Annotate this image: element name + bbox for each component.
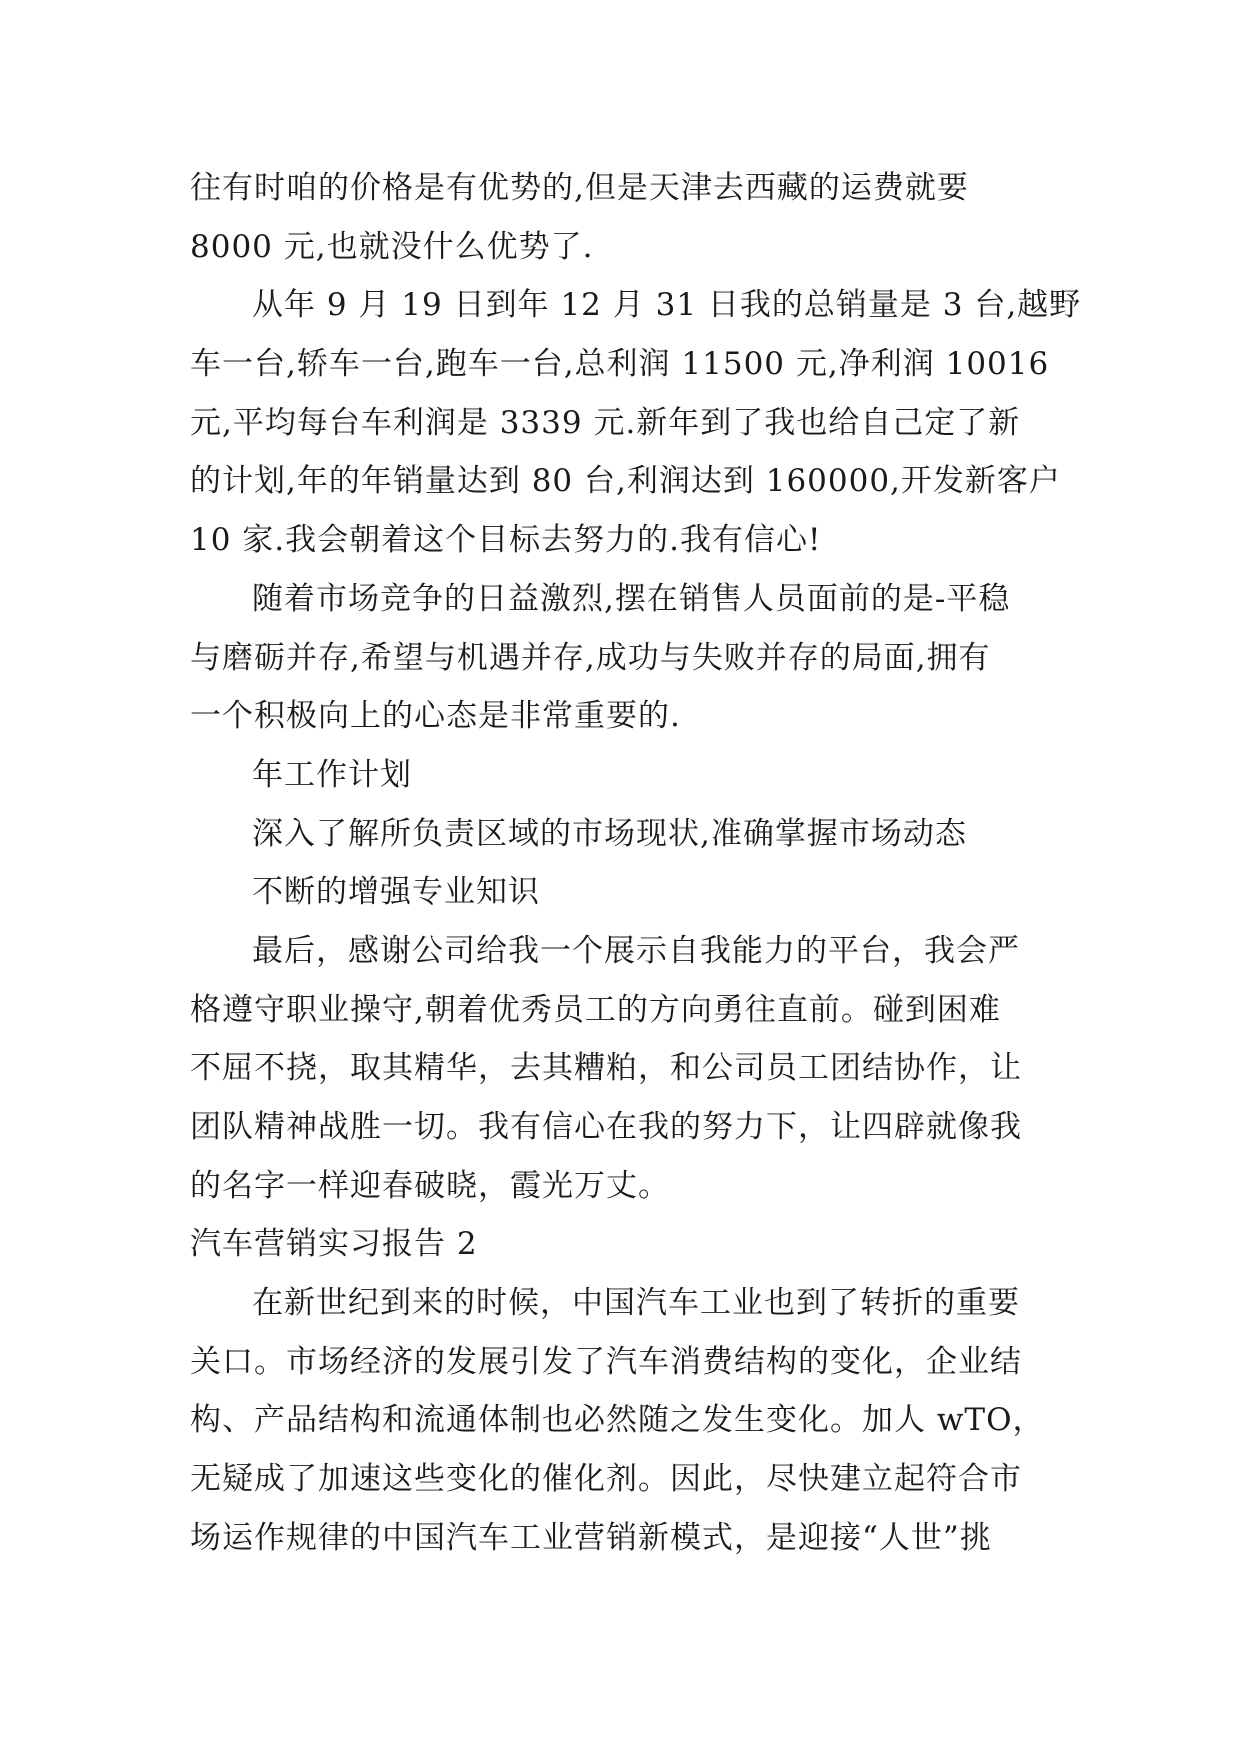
text-line: 不屈不挠，取其精华，去其糟粕，和公司员工团结协作，让 bbox=[190, 1050, 1022, 1087]
text-line: 随着市场竞争的日益激烈,摆在销售人员面前的是-平稳 bbox=[252, 580, 1011, 617]
text-line: 的计划,年的年销量达到 80 台,利润达到 160000,开发新客户 bbox=[190, 463, 1061, 500]
text-line: 最后，感谢公司给我一个展示自我能力的平台，我会严 bbox=[252, 932, 1020, 969]
text-line: 元,平均每台车利润是 3339 元.新年到了我也给自己定了新 bbox=[190, 404, 1021, 441]
text-line: 10 家.我会朝着这个目标去努力的.我有信心! bbox=[190, 522, 822, 559]
section-heading: 年工作计划 bbox=[252, 756, 412, 793]
text-line: 构、产品结构和流通体制也必然随之发生变化。加人 wTO， bbox=[190, 1402, 1045, 1439]
text-line: 不断的增强专业知识 bbox=[252, 874, 540, 911]
text-line: 在新世纪到来的时候，中国汽车工业也到了转折的重要 bbox=[252, 1285, 1020, 1322]
text-line: 往有时咱的价格是有优势的,但是天津去西藏的运费就要 bbox=[190, 170, 969, 206]
text-line: 一个积极向上的心态是非常重要的. bbox=[190, 698, 681, 735]
report-title: 汽车营销实习报告 2 bbox=[190, 1226, 478, 1263]
text-line: 与磨砺并存,希望与机遇并存,成功与失败并存的局面,拥有 bbox=[190, 639, 991, 676]
document-body bbox=[190, 159, 1082, 1568]
text-line: 场运作规律的中国汽车工业营销新模式，是迎接“人世”挑 bbox=[190, 1519, 992, 1556]
text-line: 团队精神战胜一切。我有信心在我的努力下，让四辟就像我 bbox=[190, 1109, 1022, 1145]
text-line: 无疑成了加速这些变化的催化剂。因此，尽快建立起符合市 bbox=[190, 1461, 1022, 1498]
text-line: 关口。市场经济的发展引发了汽车消费结构的变化，企业结 bbox=[190, 1343, 1022, 1380]
text-line: 从年 9 月 19 日到年 12 月 31 日我的总销量是 3 台,越野 bbox=[252, 287, 1082, 324]
text-line: 的名字一样迎春破晓，霞光万丈。 bbox=[190, 1167, 670, 1204]
text-line: 8000 元,也就没什么优势了. bbox=[190, 228, 594, 265]
text-line: 车一台,轿车一台,跑车一台,总利润 11500 元,净利润 10016 bbox=[190, 346, 1050, 383]
text-line: 格遵守职业操守,朝着优秀员工的方向勇往直前。碰到困难 bbox=[190, 991, 1001, 1028]
text-line: 深入了解所负责区域的市场现状,准确掌握市场动态 bbox=[252, 815, 967, 852]
